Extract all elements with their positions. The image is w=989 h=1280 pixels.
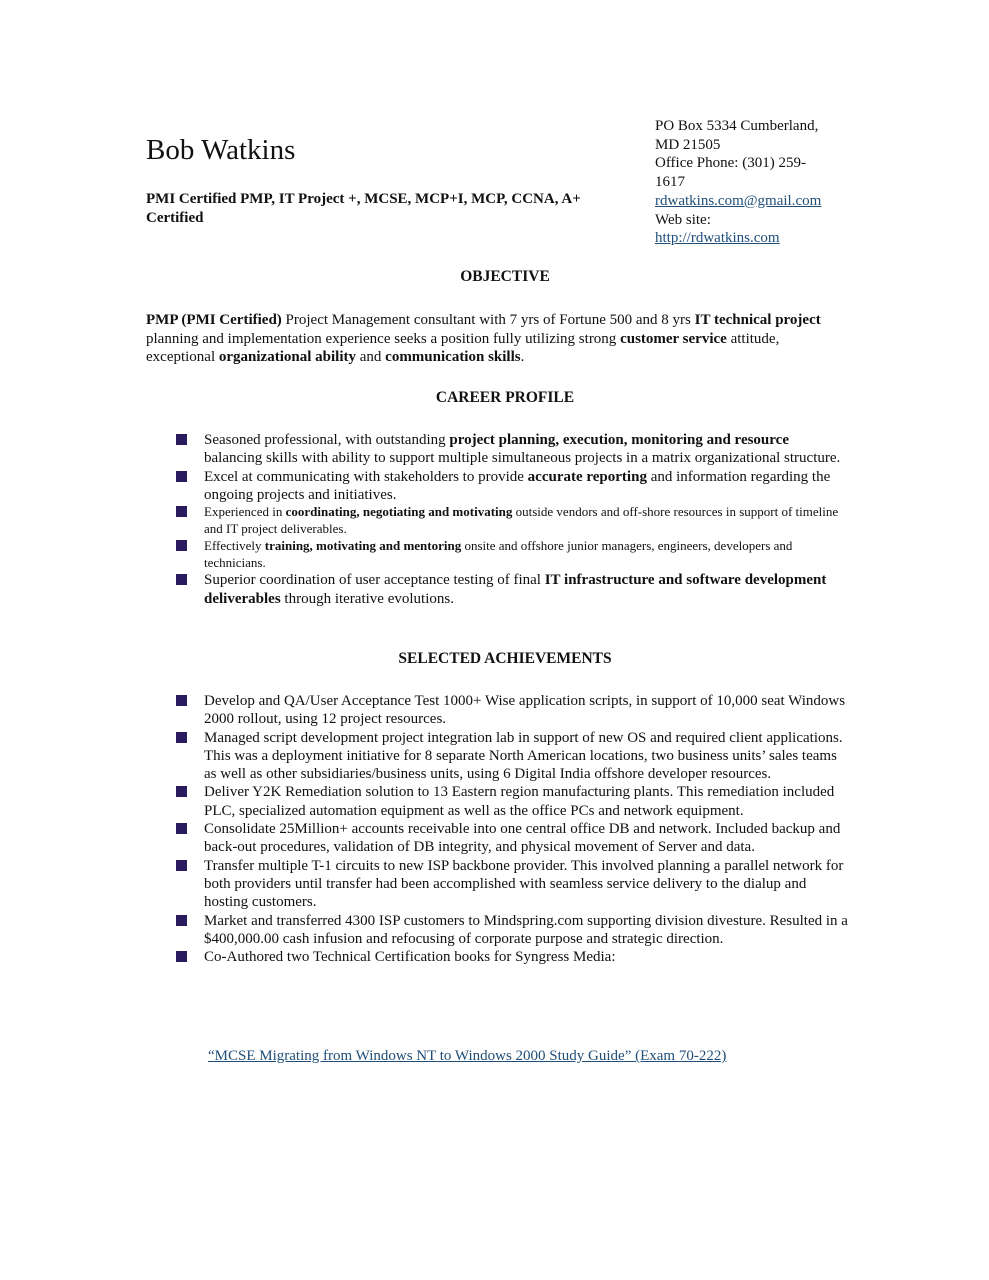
- list-item: [176, 783, 848, 820]
- square-bullet-icon: [176, 506, 187, 517]
- profile-text-c: through iterative evolutions.: [280, 590, 454, 607]
- list-item: [176, 538, 848, 572]
- square-bullet-icon: [176, 915, 187, 926]
- profile-text-b: IT infrastructure and software development deliverables: [204, 572, 827, 607]
- website-link[interactable]: http://rdwatkins.com: [655, 230, 780, 247]
- objective-t4: planning and implementation experience seeks a position fully utilizing strong: [146, 330, 621, 347]
- square-bullet-icon: [176, 823, 187, 834]
- list-item: [176, 729, 848, 784]
- profile-text-b: project planning, execution, monitoring and resource: [449, 432, 789, 448]
- objective-t6: attitude, exceptional: [146, 330, 780, 365]
- achievement-text: Market and transferred 4300 ISP customers to Mindspring.com supporting division divesture. Resulted in a $400,000.00 cash infusion and refocusing of corporate purpose and strategic direction.: [204, 912, 848, 947]
- objective-t5: customer service: [620, 330, 727, 347]
- email-link[interactable]: rdwatkins.com@gmail.com: [655, 192, 822, 209]
- square-bullet-icon: [176, 434, 187, 445]
- achievement-text: Develop and QA/User Acceptance Test 1000+ Wise application scripts, in support of 10,000 seat Windows 2000 rollout, using 12 project resources.: [204, 693, 846, 728]
- profile-text-b: coordinating, negotiating and motivating: [285, 504, 513, 520]
- objective-t8: and: [355, 349, 386, 365]
- achievement-text: Deliver Y2K Remediation solution to 13 Eastern region manufacturing plants. This remediation included PLC, specialized automation equipment as well as the office PCs and network equipment.: [204, 784, 835, 819]
- objective-heading: OBJECTIVE: [460, 268, 550, 285]
- address-line-2: MD 21505: [655, 136, 721, 153]
- profile-text-a: Seasoned professional, with outstanding: [204, 432, 450, 448]
- square-bullet-icon: [176, 471, 187, 482]
- list-item: [176, 431, 848, 468]
- profile-text-c: outside vendors and off-shore resources in support of timeline and IT project deliverables.: [204, 504, 839, 536]
- address-line-1: PO Box 5334 Cumberland,: [655, 118, 819, 134]
- objective-t3: IT technical project: [694, 312, 821, 328]
- square-bullet-icon: [176, 732, 187, 743]
- profile-text-b: accurate reporting: [527, 468, 647, 485]
- square-bullet-icon: [176, 695, 187, 706]
- profile-text-a: Superior coordination of user acceptance testing of final: [204, 572, 545, 589]
- square-bullet-icon: [176, 786, 187, 797]
- achievements-heading: SELECTED ACHIEVEMENTS: [398, 650, 612, 667]
- achievement-text: Transfer multiple T-1 circuits to new ISP backbone provider. This involved planning a parallel network for both providers until transfer had been accomplished with seamless service delivery to the dialup and hosting customers.: [204, 857, 844, 911]
- website-label: Web site:: [655, 211, 711, 228]
- square-bullet-icon: [176, 540, 187, 551]
- profile-text-b: training, motivating and mentoring: [264, 537, 462, 553]
- achievement-text: Consolidate 25Million+ accounts receivable into one central office DB and network. Included backup and back-out procedures, validation of DB integrity, and physical movement of Server and data.: [204, 821, 841, 856]
- profile-text-a: Experienced in: [204, 504, 286, 520]
- profile-text-c: onsite and offshore junior managers, engineers, developers and technicians.: [204, 537, 793, 570]
- candidate-name: Bob Watkins: [146, 134, 296, 166]
- career-profile-heading: CAREER PROFILE: [435, 389, 575, 406]
- certifications-line: PMI Certified PMP, IT Project +, MCSE, MCP+I, MCP, CCNA, A+ Certified: [146, 191, 581, 226]
- objective-t1: PMP (PMI Certified): [146, 312, 282, 328]
- objective-t7: organizational ability: [218, 349, 356, 365]
- contact-block: [655, 117, 855, 248]
- square-bullet-icon: [176, 860, 187, 871]
- phone-line-1: Office Phone: (301) 259-: [655, 155, 806, 172]
- phone-line-2: 1617: [655, 174, 685, 191]
- achievement-text: Co-Authored two Technical Certification books for Syngress Media:: [204, 949, 616, 966]
- list-item: [176, 857, 848, 912]
- list-item: [176, 820, 848, 857]
- achievements-list: [176, 692, 848, 966]
- career-profile-list: [176, 431, 848, 608]
- book-title-link[interactable]: “MCSE Migrating from Windows NT to Windows 2000 Study Guide” (Exam 70-222): [208, 1048, 727, 1064]
- profile-text-a: Effectively: [204, 537, 265, 553]
- list-item: [176, 912, 848, 949]
- achievement-text: Managed script development project integration lab in support of new OS and required client applications. This was a deployment initiative for 8 separate North American locations, two business units’ sales teams as well as other subsidiaries/business units, using 6 Digital India offshore developer resources.: [204, 729, 843, 783]
- square-bullet-icon: [176, 574, 187, 585]
- objective-t10: .: [520, 349, 525, 365]
- profile-text-c: and information regarding the ongoing projects and initiatives.: [204, 468, 831, 503]
- list-item: [176, 468, 848, 505]
- profile-text-a: Excel at communicating with stakeholders to provide: [204, 468, 528, 485]
- objective-t9: communication skills: [385, 349, 521, 365]
- list-item: [176, 504, 848, 538]
- objective-t2: Project Management consultant with 7 yrs of Fortune 500 and 8 yrs: [281, 312, 695, 328]
- profile-text-c: balancing skills with ability to support multiple simultaneous projects in a matrix organizational structure.: [204, 450, 841, 467]
- list-item: [176, 571, 848, 608]
- square-bullet-icon: [176, 951, 187, 962]
- list-item: [176, 692, 848, 729]
- objective-paragraph: [146, 311, 826, 367]
- list-item: [176, 948, 848, 966]
